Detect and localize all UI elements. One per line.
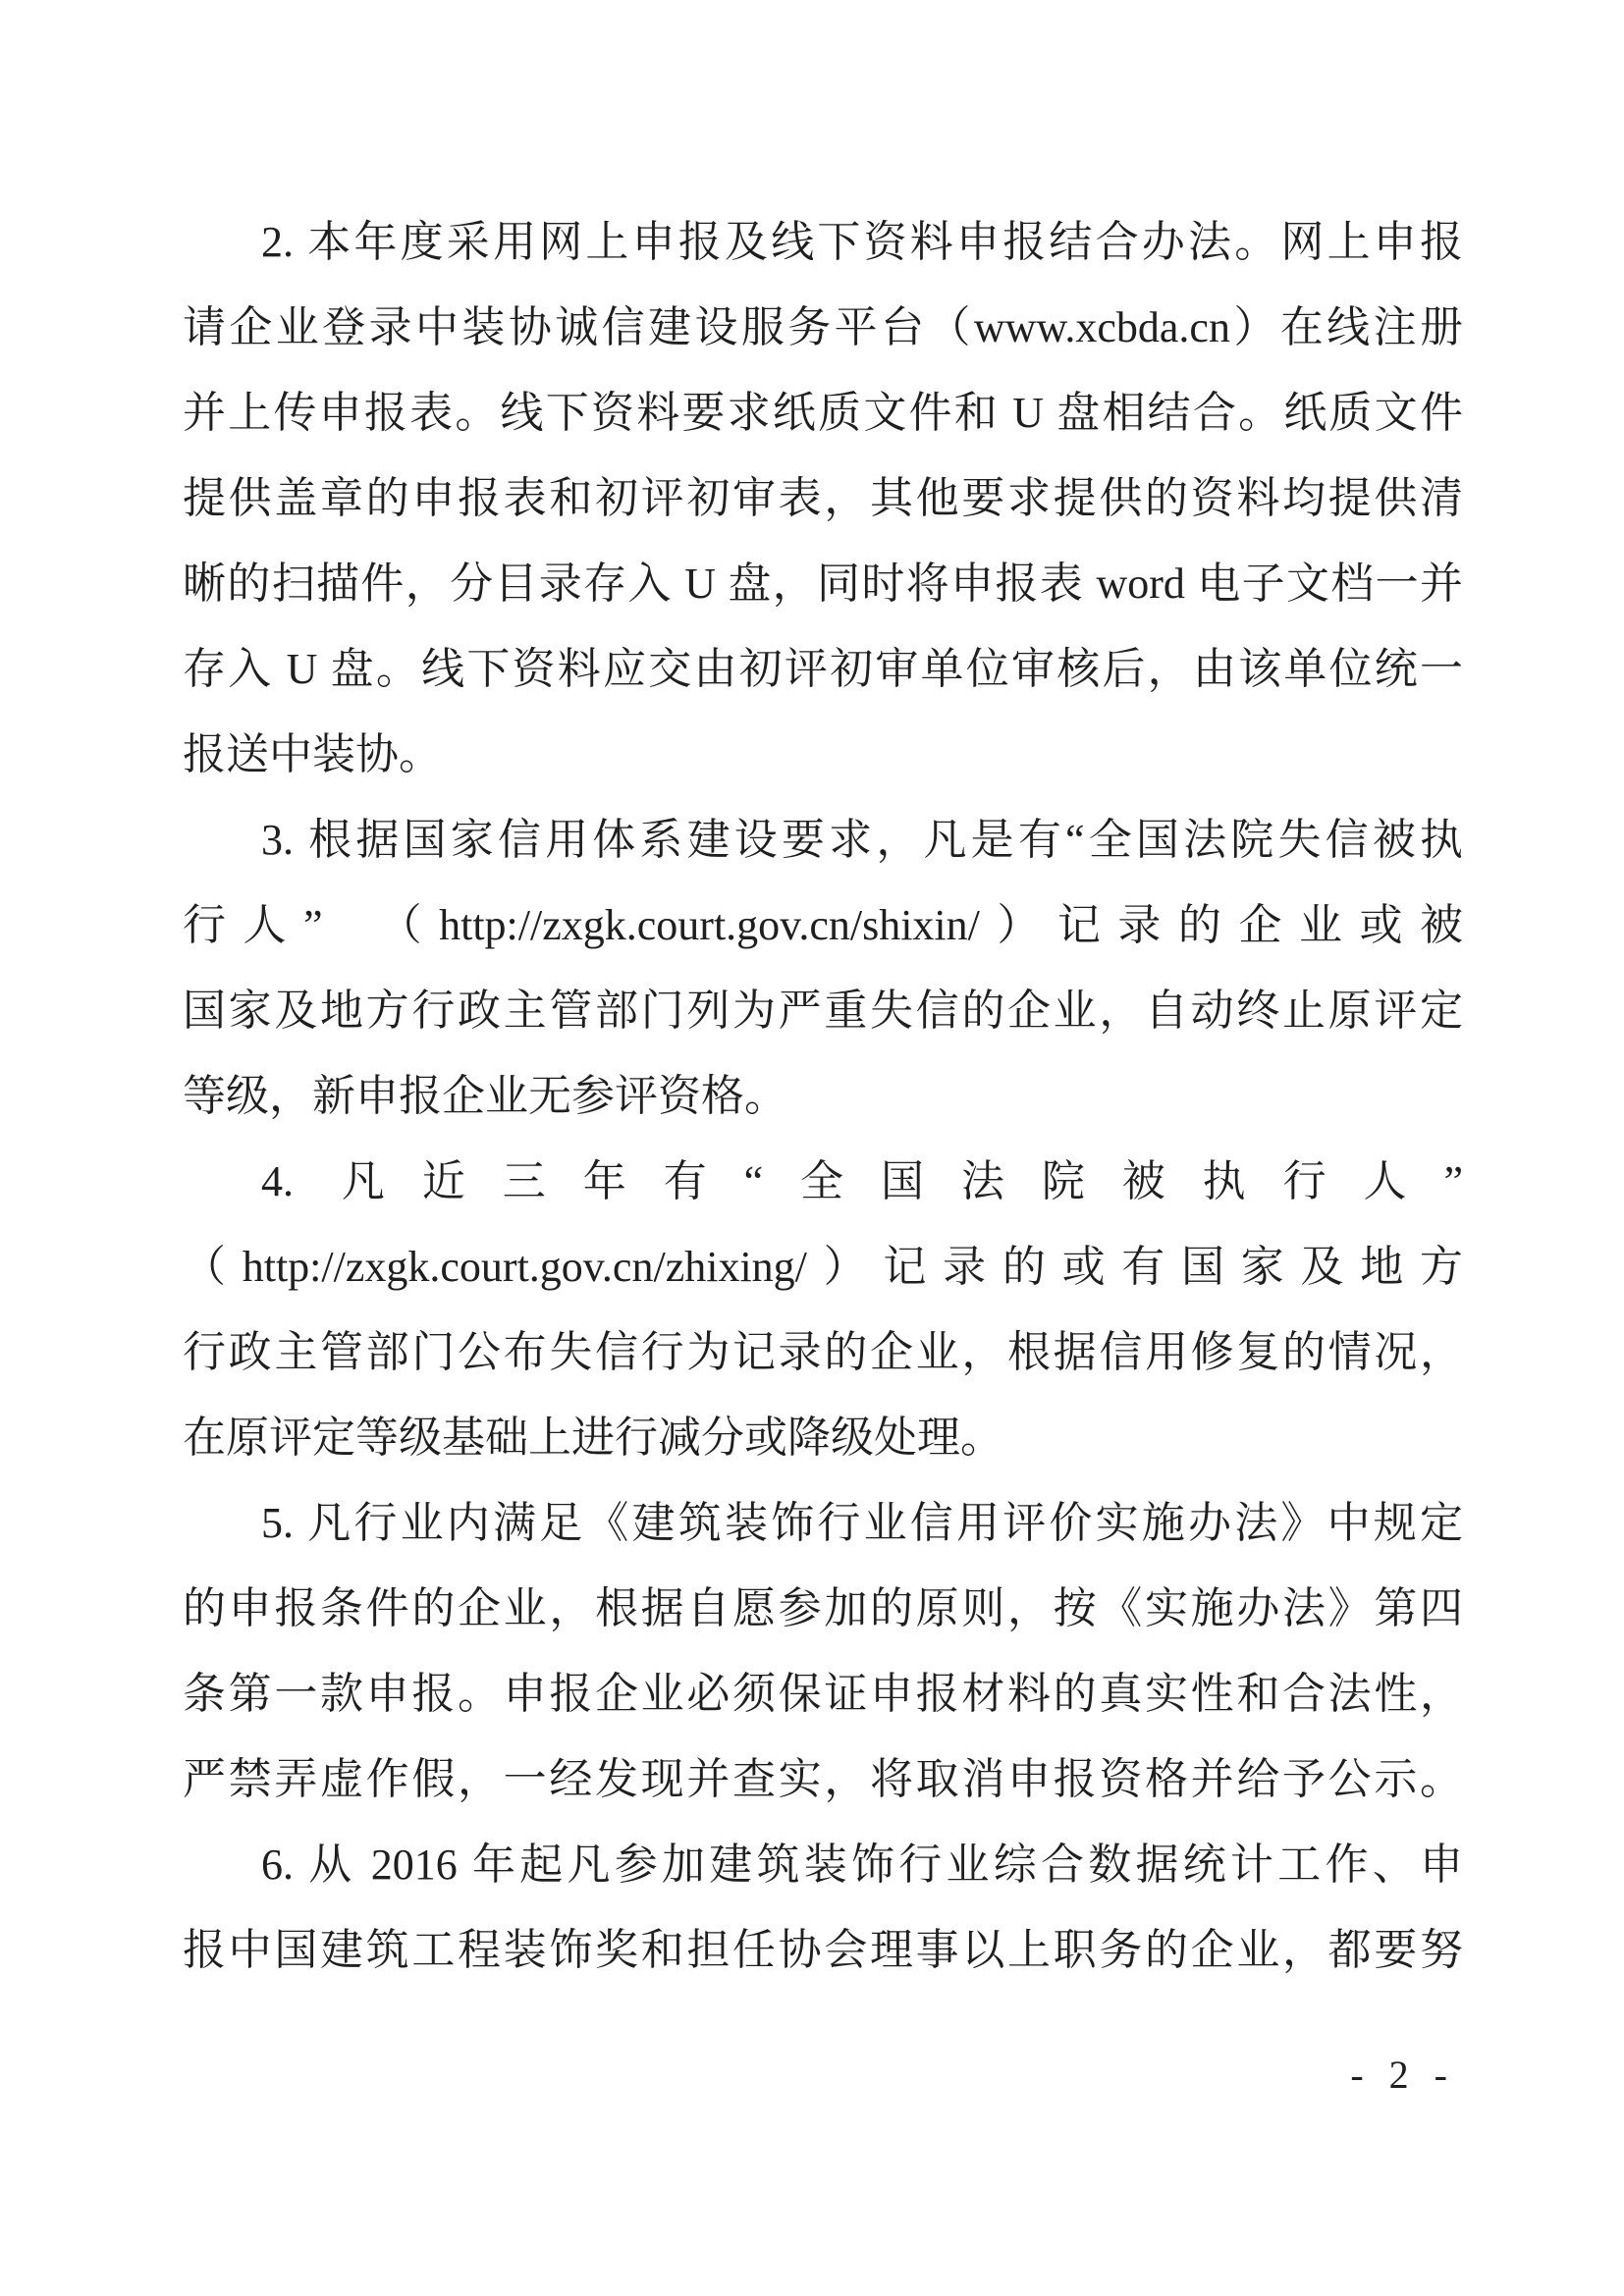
text-line: 报送中装协。 xyxy=(183,730,442,778)
text-line: 存入 U 盘。线下资料应交由初评初审单位审核后，由该单位统一 xyxy=(183,645,1463,693)
text-line: 条第一款申报。申报企业必须保证申报材料的真实性和合法性， xyxy=(183,1670,1463,1718)
text-line: 5. 凡行业内满足《建筑装饰行业信用评价实施办法》中规定 xyxy=(261,1499,1463,1547)
text-line: 3. 根据国家信用体系建设要求，凡是有“全国法院失信被执 xyxy=(261,816,1463,864)
text-line: 等级，新申报企业无参评资格。 xyxy=(183,1072,787,1120)
text-line: 2. 本年度采用网上申报及线下资料申报结合办法。网上申报 xyxy=(261,218,1463,266)
text-line: 报中国建筑工程装饰奖和担任协会理事以上职务的企业，都要努 xyxy=(183,1926,1463,1974)
text-line: 行人” （http://zxgk.court.gov.cn/shixin/）记录的企业或被 xyxy=(183,901,1463,949)
text-line: 6. 从 2016 年起凡参加建筑装饰行业综合数据统计工作、申 xyxy=(261,1841,1463,1889)
text-line: 晰的扫描件，分目录存入 U 盘，同时将申报表 word 电子文档一并 xyxy=(183,560,1463,608)
text-line: 国家及地方行政主管部门列为严重失信的企业，自动终止原评定 xyxy=(183,987,1463,1035)
page-number: - 2 - xyxy=(1350,2053,1455,2097)
text-line: 严禁弄虚作假，一经发现并查实，将取消申报资格并给予公示。 xyxy=(183,1755,1463,1803)
text-block xyxy=(183,199,1463,1993)
text-line: 提供盖章的申报表和初评初审表，其他要求提供的资料均提供清 xyxy=(183,474,1463,522)
text-line: 并上传申报表。线下资料要求纸质文件和 U 盘相结合。纸质文件 xyxy=(183,389,1463,437)
text-line: 4. 凡近三年有“全国法院被执行人” xyxy=(261,1157,1463,1205)
text-line: （http://zxgk.court.gov.cn/zhixing/）记录的或有国家及地方 xyxy=(183,1243,1463,1291)
text-line: 行政主管部门公布失信行为记录的企业，根据信用修复的情况， xyxy=(183,1328,1463,1376)
text-line: 请企业登录中装协诚信建设服务平台（www.xcbda.cn）在线注册 xyxy=(183,303,1463,351)
text-line: 的申报条件的企业，根据自愿参加的原则，按《实施办法》第四 xyxy=(183,1584,1463,1632)
text-line: 在原评定等级基础上进行减分或降级处理。 xyxy=(183,1414,1003,1462)
